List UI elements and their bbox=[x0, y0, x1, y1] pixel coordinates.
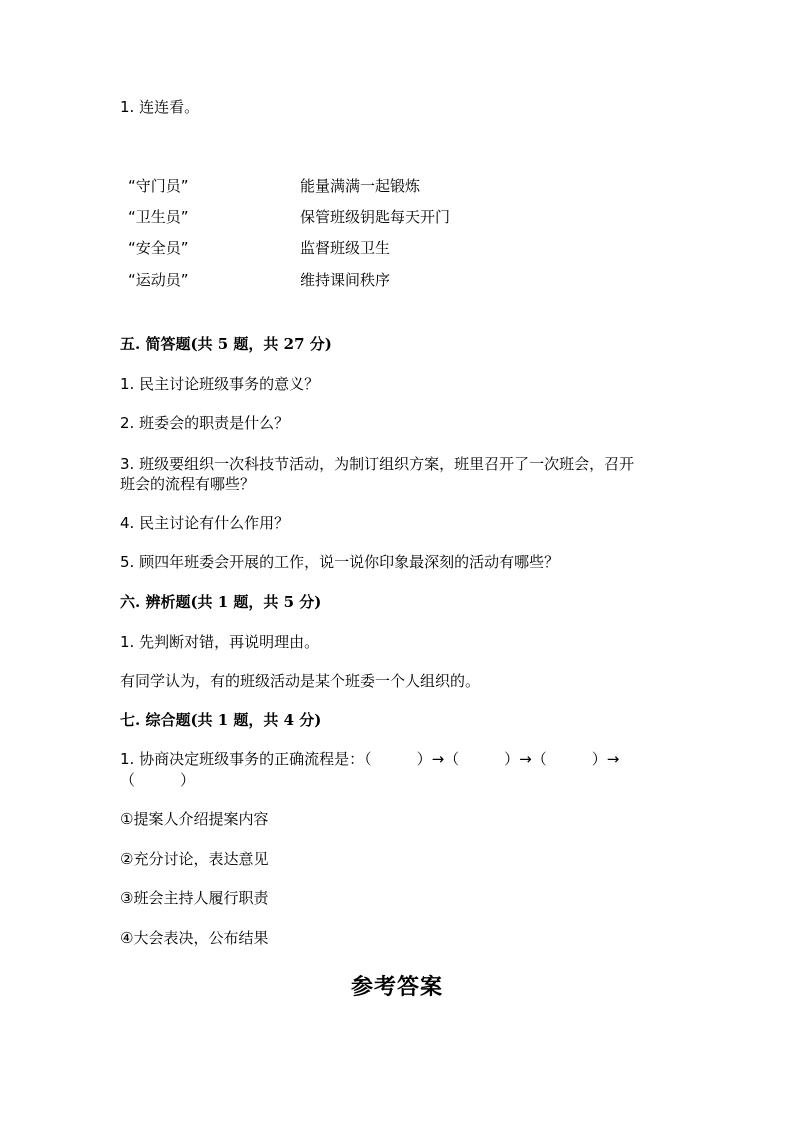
section5-question-3-line2: 班会的流程有哪些？ bbox=[120, 475, 256, 493]
section5-question-2: 2. 班委会的职责是什么？ bbox=[120, 414, 290, 432]
section5-heading: 五. 简答题(共 5 题，共 27 分) bbox=[120, 335, 332, 353]
matching-right-item: 保管班级钥匙每天开门 bbox=[300, 208, 451, 226]
matching-right-item: 维持课间秩序 bbox=[300, 271, 391, 289]
section7-question-1-line2: （ ） bbox=[120, 771, 196, 789]
section6-statement: 有同学认为，有的班级活动是某个班委一个人组织的。 bbox=[120, 672, 481, 690]
section7-option-1: ①提案人介绍提案内容 bbox=[120, 810, 269, 828]
section5-question-5: 5. 顾四年班委会开展的工作，说一说你印象最深刻的活动有哪些？ bbox=[120, 553, 560, 571]
matching-left-item: “运动员” bbox=[128, 271, 189, 289]
section5-question-3-line1: 3. 班级要组织一次科技节活动，为制订组织方案，班里召开了一次班会，召开 bbox=[120, 455, 635, 473]
matching-question: 1. 连连看。 bbox=[120, 98, 200, 116]
section7-option-3: ③班会主持人履行职责 bbox=[120, 889, 269, 907]
section6-question-1: 1. 先判断对错，再说明理由。 bbox=[120, 633, 320, 651]
section5-question-4: 4. 民主讨论有什么作用？ bbox=[120, 514, 290, 532]
matching-right-item: 能量满满一起锻炼 bbox=[300, 177, 421, 195]
section7-heading: 七. 综合题(共 1 题，共 4 分) bbox=[120, 711, 322, 729]
section7-option-4: ④大会表决，公布结果 bbox=[120, 929, 269, 947]
answers-title: 参考答案 bbox=[350, 974, 443, 1000]
matching-left-item: “守门员” bbox=[128, 177, 189, 195]
section7-option-2: ②充分讨论，表达意见 bbox=[120, 850, 269, 868]
matching-left-item: “安全员” bbox=[128, 239, 189, 257]
matching-left-item: “卫生员” bbox=[128, 208, 189, 226]
section7-question-1-line1: 1. 协商决定班级事务的正确流程是：（ ）→（ ）→（ ）→ bbox=[120, 750, 620, 768]
section5-question-1: 1. 民主讨论班级事务的意义？ bbox=[120, 375, 320, 393]
section6-heading: 六. 辨析题(共 1 题，共 5 分) bbox=[120, 593, 322, 611]
matching-right-item: 监督班级卫生 bbox=[300, 239, 391, 257]
